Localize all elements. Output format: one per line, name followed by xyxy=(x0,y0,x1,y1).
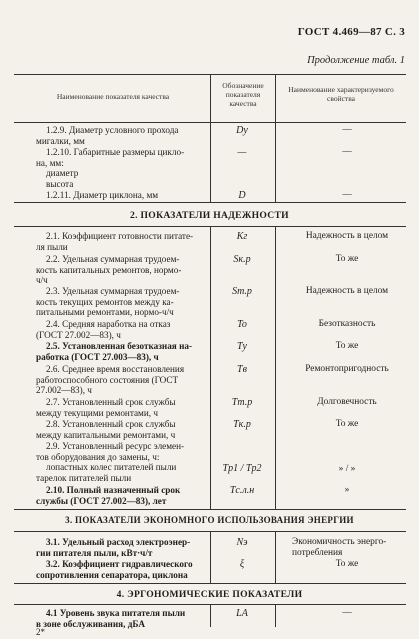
row-text: тов оборудования до замены, ч: xyxy=(36,451,160,462)
section-rule xyxy=(14,202,406,203)
page-footnote: 2* xyxy=(36,627,45,637)
row-symbol xyxy=(212,464,272,475)
column-divider-body xyxy=(210,605,211,627)
row-text: питальными ремонтами, нормо-ч/ч xyxy=(36,307,174,318)
row-property: Безотказность xyxy=(318,319,376,329)
row-symbol: ξ xyxy=(239,559,245,570)
row-symbol: Nэ xyxy=(236,537,248,548)
row-property: — xyxy=(342,125,352,135)
row-text: 3.2. Коэффициент гидравлического xyxy=(46,559,193,569)
row-text: 2.2. Удельная суммарная трудоем- xyxy=(46,254,180,264)
row-symbol: Tт.р xyxy=(231,397,253,408)
row-text: сопротивления сепаратора, циклона xyxy=(36,569,188,580)
row-text: диаметр xyxy=(46,168,79,179)
row-text: ля пыли xyxy=(36,241,68,252)
row-text: 27.002—83), ч xyxy=(36,385,92,396)
column-divider-2 xyxy=(275,74,276,123)
section-title-ergonomic: 4. ЭРГОНОМИЧЕСКИЕ ПОКАЗАТЕЛИ xyxy=(116,589,303,600)
row-text: между капитальными ремонтами, ч xyxy=(36,429,176,440)
column-divider-body xyxy=(275,532,276,583)
row-symbol: — xyxy=(237,147,247,158)
row-text: 2.4. Средняя наработка на отказ xyxy=(46,319,171,329)
column-divider-body xyxy=(210,123,211,202)
row-text: кость текущих ремонтов между ка- xyxy=(36,296,174,307)
row-text: работоспособного состояния (ГОСТ xyxy=(36,374,179,385)
row-text: тарелок питателей пыли xyxy=(36,472,132,483)
row-text: 2.10. Полный назначенный срок xyxy=(46,485,181,495)
row-symbol: Sт.р xyxy=(232,286,252,297)
row-text: 2.7. Установленный срок службы xyxy=(46,397,176,407)
row-text: 2.8. Установленный срок службы xyxy=(46,419,176,429)
section-rule xyxy=(14,509,406,510)
table-continuation: Продолжение табл. 1 xyxy=(307,55,405,66)
row-text: ч/ч xyxy=(36,275,48,286)
section-title-energy: 3. ПОКАЗАТЕЛИ ЭКОНОМНОГО ИСПОЛЬЗОВАНИЯ ЭНЕРГИИ xyxy=(65,515,354,525)
row-text: 3.1. Удельный расход электроэнер- xyxy=(46,537,191,547)
row-text: 2.6. Среднее время восстановления xyxy=(46,364,185,374)
row-symbol: Tв xyxy=(237,364,247,375)
row-text: 1.2.9. Диаметр условного прохода xyxy=(46,125,179,135)
row-symbol: D xyxy=(238,190,246,201)
row-text: работка (ГОСТ 27.003—83), ч xyxy=(36,351,159,362)
row-property: То же xyxy=(335,419,359,429)
row-symbol: To xyxy=(237,319,247,330)
column-divider-1 xyxy=(210,74,211,123)
row-symbol: Tк.р xyxy=(233,419,251,430)
row-property-line: » / » xyxy=(338,464,356,474)
row-text: на, мм: xyxy=(36,157,64,168)
row-symbol: Tс.л.н xyxy=(229,485,255,496)
row-text: в зоне обслуживания, дБА xyxy=(36,618,145,629)
row-symbol: Kг xyxy=(236,231,248,242)
row-property: Ремонтопригодность xyxy=(305,364,389,374)
row-property: — xyxy=(342,190,352,200)
column-divider-body xyxy=(210,227,211,509)
row-text: кость капитальных ремонтов, нормо- xyxy=(36,264,182,275)
column-divider-body xyxy=(275,605,276,627)
row-text: 2.9. Установленный ресурс элемен- xyxy=(46,441,185,451)
row-symbol: Sк.р xyxy=(233,254,251,265)
column-divider-body xyxy=(210,532,211,583)
row-property: » xyxy=(344,485,350,495)
column-divider-body xyxy=(275,227,276,509)
row-text: 4.1 Уровень звука питателя пыли xyxy=(46,608,186,618)
column-header-symbol: Обозначение показателя качества xyxy=(222,81,264,108)
row-property: Долговечность xyxy=(317,397,377,407)
row-property: То же xyxy=(335,254,359,264)
row-text: мигалки, мм xyxy=(36,135,85,146)
page-header: ГОСТ 4.469—87 С. 3 xyxy=(297,26,405,38)
row-text: между текущими ремонтами, ч xyxy=(36,407,158,418)
row-text: 2.3. Удельная суммарная трудоем- xyxy=(46,286,180,296)
section-title-reliability: 2. ПОКАЗАТЕЛИ НАДЕЖНОСТИ xyxy=(130,210,289,221)
row-text: 2.5. Установленная безотказная на- xyxy=(46,341,193,351)
row-text: (ГОСТ 27.002—83), ч xyxy=(36,329,121,340)
row-property: — xyxy=(342,147,352,157)
row-text: 1.2.10. Габаритные размеры цикло- xyxy=(46,147,185,157)
row-symbol: LA xyxy=(236,608,248,619)
row-symbol: Dу xyxy=(236,125,248,136)
row-property: — xyxy=(342,608,352,618)
row-text: 1.2.11. Диаметр циклона, мм xyxy=(46,190,159,200)
row-text: лопастных колес питателей пыли xyxy=(46,462,177,473)
column-divider-body xyxy=(275,123,276,202)
row-text: 2.1. Коэффициент готовности питате- xyxy=(46,231,194,241)
row-property: Надежность в целом xyxy=(305,231,389,241)
row-text: высота xyxy=(46,178,74,189)
row-property: То же xyxy=(335,559,359,569)
row-text: гии питателя пыли, кВт·ч/т xyxy=(36,547,153,558)
row-property xyxy=(282,464,412,475)
row-property: То же xyxy=(335,341,359,351)
row-text: службы (ГОСТ 27.002—83), лет xyxy=(36,495,167,506)
row-property: Надежность в целом xyxy=(305,286,389,296)
section-rule xyxy=(14,583,406,584)
column-header-name: Наименование показателя качества xyxy=(56,92,170,101)
row-symbol-line: Tр1 / Tр2 xyxy=(222,463,262,474)
row-symbol: Tу xyxy=(237,341,247,352)
row-property: Экономичность энерго- потребления xyxy=(292,537,387,558)
column-header-property: Наименование характеризуемого свойства xyxy=(288,85,394,103)
